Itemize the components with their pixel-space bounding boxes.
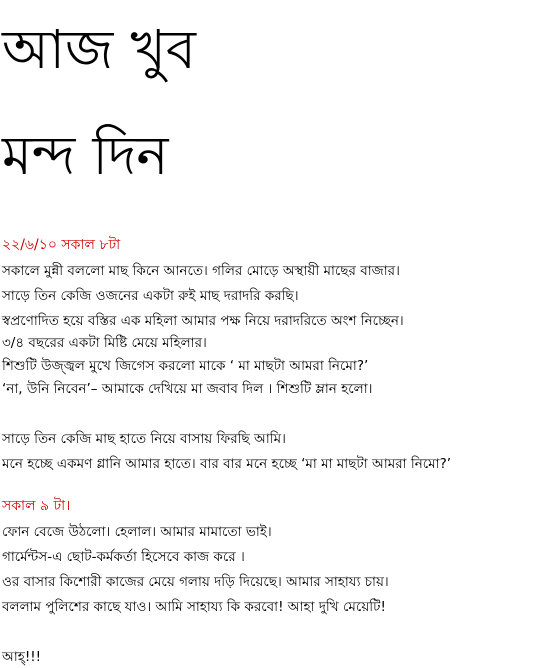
text-line: সকালে মুন্নী বললো মাছ কিনে আনতে। গলির মোড়ে অস্থায়ী মাছের বাজার।: [2, 263, 400, 279]
text-line: মনে হচ্ছে একমণ গ্লানি আমার হাতে। বার বার মনে হচ্ছে ‘মা মা মাছটা আমরা নিমো?’: [2, 456, 452, 472]
text-line: বললাম পুলিশের কাছে যাও। আমি সাহায্য কি করবো! আহা দুখি মেয়েটি!: [2, 599, 386, 615]
text-line: ফোন বেজে উঠলো। হেলাল। আমার মামাতো ভাই।: [2, 524, 272, 540]
text-line: আহ্!!!: [2, 649, 42, 665]
text-line: ‘না, উনি নিবেন’– আমাকে দেখিয়ে মা জবাব দিল । শিশুটি ম্লান হলো।: [2, 381, 373, 397]
entry-date: ২২/৬/১০ সকাল ৮টা: [2, 237, 121, 253]
title-line-1: আজ খুব: [2, 18, 196, 81]
title-line-2: মন্দ দিন: [2, 124, 169, 187]
text-line: সাড়ে তিন কেজি ওজনের একটা রুই মাছ দরাদরি করছি।: [2, 288, 299, 304]
text-line: শিশুটি উজ্জ্বল মুখে জিগেস করলো মাকে ‘ মা মাছটা আমরা নিমো?’: [2, 358, 369, 374]
text-line: সাড়ে তিন কেজি মাছ হাতে নিয়ে বাসায় ফিরছি আমি।: [2, 431, 286, 447]
text-line: গার্মেন্টস-এ ছোট-কর্মকর্তা হিসেবে কাজ করে ।: [2, 549, 245, 565]
text-line: স্বপ্রণোদিত হয়ে বস্তির এক মহিলা আমার পক্ষ নিয়ে দরাদরিতে অংশ নিচ্ছেন।: [2, 313, 404, 329]
text-line: ওর বাসার কিশোরী কাজের মেয়ে গলায় দড়ি দিয়েছে। আমার সাহায্য চায়।: [2, 574, 389, 590]
entry-date: সকাল ৯ টা।: [2, 498, 71, 514]
text-line: ৩/৪ বছরের একটা মিষ্টি মেয়ে মহিলার।: [2, 335, 207, 351]
